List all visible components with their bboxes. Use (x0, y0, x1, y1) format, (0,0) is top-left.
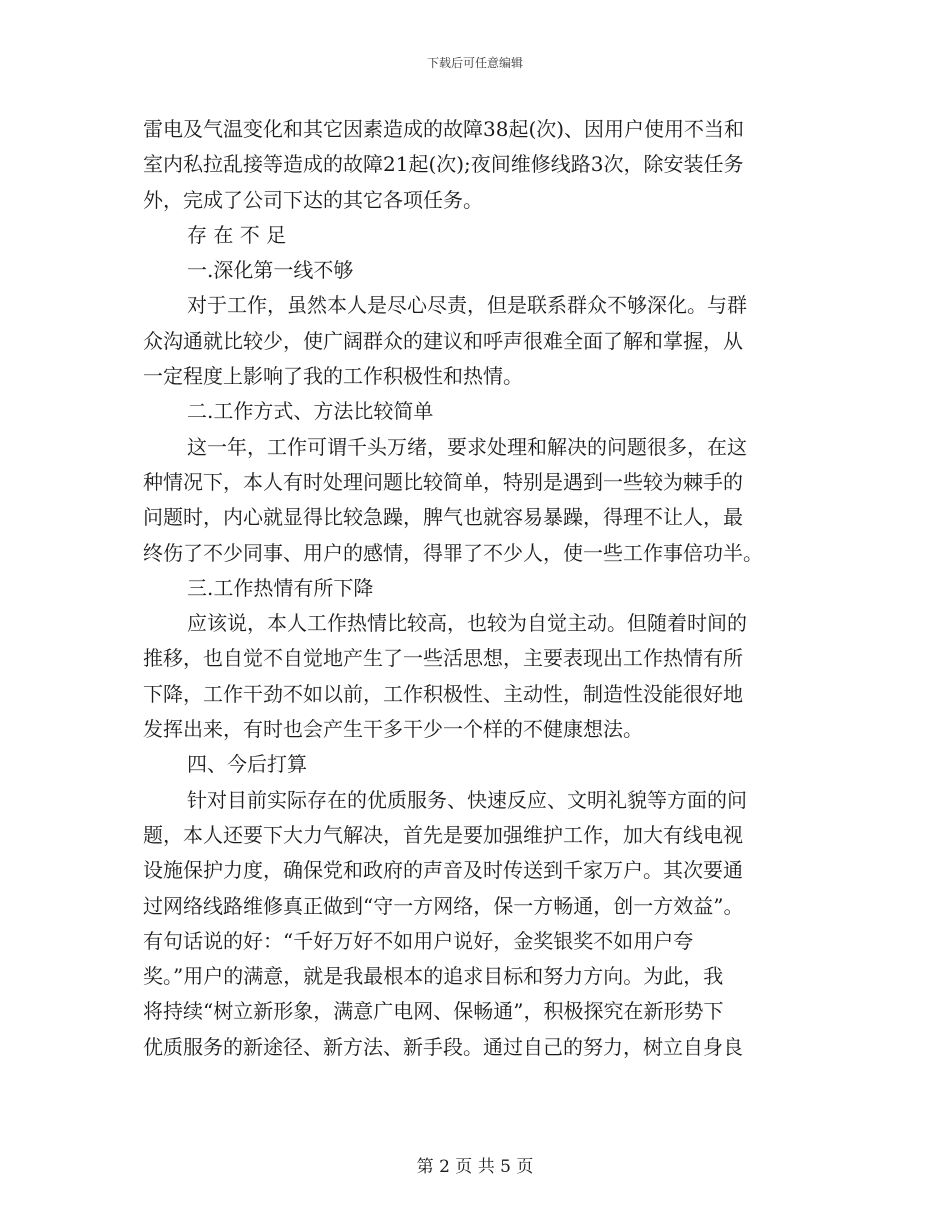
document-body (143, 112, 813, 1065)
body-line: 应该说，本人工作热情比较高，也较为自觉主动。但随着时间的 (187, 611, 747, 636)
body-line: 二.工作方式、方法比较简单 (187, 399, 434, 424)
body-line: 对于工作，虽然本人是尽心尽责，但是联系群众不够深化。与群 (187, 293, 747, 318)
body-line: 终伤了不少同事、用户的感情，得罪了不少人，使一些工作事倍功半。 (143, 540, 763, 565)
body-line: 推移，也自觉不自觉地产生了一些活思想，主要表现出工作热情有所 (143, 646, 743, 671)
body-line: 这一年，工作可谓千头万绪，要求处理和解决的问题很多，在这 (187, 434, 747, 459)
body-line: 过网络线路维修真正做到“守一方网络，保一方畅通，创一方效益”。 (143, 893, 744, 918)
body-line: 发挥出来，有时也会产生干多干少一个样的不健康想法。 (143, 717, 643, 742)
body-line: 有句话说的好：“千好万好不如用户说好，金奖银奖不如用户夸 (143, 928, 694, 953)
body-line: 外，完成了公司下达的其它各项任务。 (143, 187, 483, 212)
body-line: 将持续“树立新形象，满意广电网、保畅通”，积极探究在新形势下 (143, 999, 724, 1024)
page-footer: 第 2 页 共 5 页 (416, 1157, 534, 1177)
body-line: 下降，工作干劲不如以前，工作积极性、主动性，制造性没能很好地 (143, 681, 743, 706)
body-line: 一定程度上影响了我的工作积极性和热情。 (143, 364, 523, 389)
body-line: 针对目前实际存在的优质服务、快速反应、文明礼貌等方面的问 (187, 787, 747, 812)
body-line: 雷电及气温变化和其它因素造成的故障38起(次)、因用户使用不当和 (143, 117, 745, 141)
body-line: 问题时，内心就显得比较急躁，脾气也就容易暴躁，得理不让人，最 (143, 505, 743, 530)
body-line: 奖。”用户的满意，就是我最根本的追求目标和努力方向。为此，我 (143, 964, 724, 989)
body-line: 存 在 不 足 (187, 222, 287, 247)
body-line: 三.工作热情有所下降 (187, 575, 374, 600)
body-line: 众沟通就比较少，使广阔群众的建议和呼声很难全面了解和掌握，从 (143, 328, 743, 353)
body-line: 题，本人还要下大力气解决，首先是要加强维护工作，加大有线电视 (143, 822, 743, 847)
body-line: 种情况下，本人有时处理问题比较简单，特别是遇到一些较为棘手的 (143, 469, 743, 494)
body-line: 优质服务的新途径、新方法、新手段。通过自己的努力，树立自身良 (143, 1034, 743, 1059)
body-line: 一.深化第一线不够 (187, 258, 354, 283)
body-line: 四、今后打算 (187, 752, 307, 777)
page-header: 下载后可任意编辑 (426, 56, 523, 70)
body-line: 室内私拉乱接等造成的故障21起(次);夜间维修线路3次，除安装任务 (143, 152, 744, 177)
body-line: 设施保护力度，确保党和政府的声音及时传送到千家万户。其次要通 (143, 858, 743, 883)
